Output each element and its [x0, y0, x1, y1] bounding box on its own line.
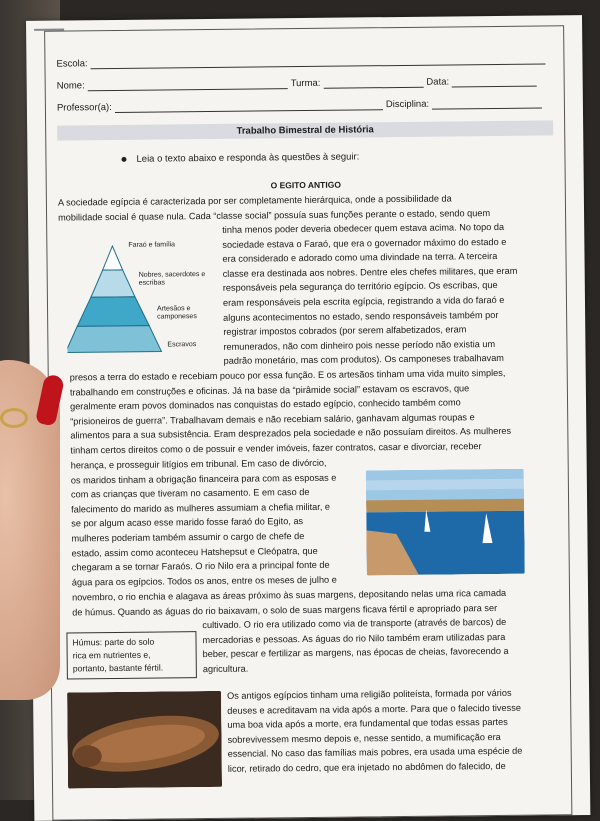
paragraph-continuation: [70, 365, 557, 458]
class-label: Turma:: [290, 77, 321, 90]
nile-river-photo: [366, 469, 525, 576]
pyramid-label-nobles: Nobres, sacerdotes e escribas: [138, 271, 206, 287]
text-line: tinham certos direitos como o de possuir e vender imóveis, fazer contratos, casar e divorciar, receber: [70, 441, 482, 456]
text-line: remunerados, não com dinheiro pois nesse período não existia um: [223, 338, 496, 352]
text-line: herança, e prosseguir litígios em tribunal. Em caso de divórcio,: [70, 457, 327, 471]
name-line[interactable]: [88, 79, 288, 91]
section-subtitle: O EGITO ANTIGO: [270, 179, 341, 191]
text-line: licor, retirado do cedro, que era injetado no abdômen do falecido, de: [227, 760, 506, 774]
school-label: Escola:: [56, 58, 88, 70]
text-line: alguns acontecimentos no estado, sendo responsáveis também por: [223, 309, 499, 323]
pyramid-level-pharaoh: [102, 246, 122, 270]
paragraph-end: [202, 614, 559, 676]
class-line[interactable]: [323, 78, 423, 89]
teacher-label: Professor(a):: [56, 102, 112, 114]
text-line: era considerado e adorado como uma divindade na terra. A terceira: [222, 251, 498, 265]
mummy-photo-svg: [67, 691, 222, 789]
text-line: os maridos tinham a obrigação financeira para com as esposas e: [70, 472, 337, 486]
text-line: falecimento do marido as mulheres assumiam a chefia militar, e: [71, 501, 331, 515]
text-line: padrão monetário, mas com produtos). Os camponeses trabalhavam: [223, 353, 504, 367]
text-line: tinha menos poder deveria obedecer quem estava acima. No topo da: [222, 221, 505, 235]
date-label: Data:: [426, 76, 450, 88]
pyramid-level-slaves: [66, 326, 161, 353]
text-line: uma boa vida após a morte, era fundamental que todas essas partes: [227, 717, 508, 731]
text-line: beber, pescar e fertilizar as margens, nas épocas de cheias, favorecendo a: [202, 646, 509, 660]
mummy-photo: [67, 691, 222, 789]
text-line: agricultura.: [202, 663, 249, 674]
text-line: de húmus. Quando as águas do rio baixavam, o solo de suas margens ficava fértil e apropriado para ser: [72, 602, 498, 618]
text-line: geralmente eram povos dominados nas conquistas do estado egípcio, conhecido também como: [70, 397, 461, 412]
text-line: eram responsáveis pela escrita egípcia, registrando a vida do faraó e: [222, 294, 505, 308]
pyramid-level-artisans: [77, 297, 149, 327]
humus-line: Húmus: parte do solo: [72, 636, 155, 648]
paragraph-left-column: [71, 455, 362, 589]
nile-photo-svg: [366, 469, 525, 576]
text-line: trabalhando em construções e oficinas. Já na base da “pirâmide social” estavam os escravos, que: [69, 382, 470, 398]
text-line: mercadorias e pessoas. As águas do rio Nilo também eram utilizadas para: [202, 631, 506, 645]
far-shore: [366, 499, 524, 513]
date-line[interactable]: [452, 77, 537, 88]
text-line: água para os egípcios. Todos os anos, entre os meses de julho e: [71, 574, 337, 588]
worksheet-title: Trabalho Bimestral de História: [57, 120, 553, 140]
text-line: essencial. No caso das famílias mais pobres, era usada uma espécie de: [227, 746, 523, 760]
text-line: presos a terra do estado e recebiam pouco por essa função. E os artesãos tinham uma vida muito simples,: [69, 367, 506, 383]
instruction-text: Leia o texto abaixo e responda às questões à seguir:: [136, 151, 360, 165]
text-line: A sociedade egípcia é caracterizada por ser completamente hierárquica, onde a possibilidade da: [57, 193, 452, 208]
worksheet-page: [26, 15, 590, 821]
social-pyramid-figure: [66, 239, 227, 371]
bullet-icon: [121, 157, 126, 162]
text-line: alimentos para a sua subsistência. Eram desprezados pela sociedade e não possuíam direitos. As mulheres: [70, 426, 512, 441]
subject-line[interactable]: [432, 99, 542, 110]
paragraph-religion: [227, 685, 560, 776]
text-line: estado, assim como aconteceu Hatshepsut e Cleópatra, que: [71, 545, 318, 559]
text-line: deuses e acreditavam na vida após a morte. Para que o falecido tivesse: [227, 702, 521, 716]
text-line: sobrevivessem mesmo depois e, nesse sentido, a mumificação era: [227, 731, 501, 745]
pyramid-label-slaves: Escravos: [167, 341, 197, 349]
pyramid-level-nobles: [91, 270, 135, 297]
text-line: registrar impostos cobrados (por serem alfabetizados, eram: [223, 324, 467, 338]
text-line: sociedade estava o Faraó, que era o governador máximo do estado e: [222, 236, 507, 250]
gold-ring: [0, 408, 28, 428]
text-line: Os antigos egípcios tinham uma religião politeísta, formada por vários: [227, 687, 512, 701]
name-label: Nome:: [56, 80, 85, 92]
text-line: cultivado. O rio era utilizado como via de transporte (através de barcos) de: [202, 616, 507, 631]
text-line: responsáveis pela segurança do território egípcio. Os escribas, que: [222, 280, 498, 294]
text-line: novembro, o rio enchia e alagava as áreas próximo às suas margens, depositando nelas uma rica camada: [72, 587, 507, 603]
text-line: mulheres poderiam também assumir o cargo de chefe de: [71, 530, 305, 544]
clouds: [366, 479, 524, 491]
text-line: chegaram a se tornar Faraós. O rio Nilo era a principal fonte de: [71, 559, 330, 573]
text-line: classe era destinada aos nobres. Dentre eles chefes militares, que eram: [222, 265, 518, 279]
paragraph-right-column: [222, 219, 554, 368]
page-content: [44, 25, 564, 774]
humus-line: portanto, bastante fértil.: [72, 662, 164, 674]
humus-definition-box: [66, 631, 196, 679]
pyramid-label-pharaoh: Faraó e família: [128, 241, 176, 249]
text-line: se por algum acaso esse marido fosse faraó do Egito, as: [71, 516, 304, 529]
text-line: “prisioneiros de guerra”. Trabalhavam demais e não recebiam salário, ganhavam algumas roupas e: [70, 412, 475, 427]
pyramid-label-artisans: Artesãos e camponeses: [157, 305, 197, 321]
subject-label: Disciplina:: [385, 98, 430, 111]
text-line: mobilidade social é quase nula. Cada “classe social” possuía suas funções perante o estado, sendo quem: [58, 207, 491, 223]
humus-line: rica em nutrientes e,: [72, 649, 151, 661]
text-line: com as crianças que tiveram no casamento. E em caso de: [70, 487, 310, 500]
